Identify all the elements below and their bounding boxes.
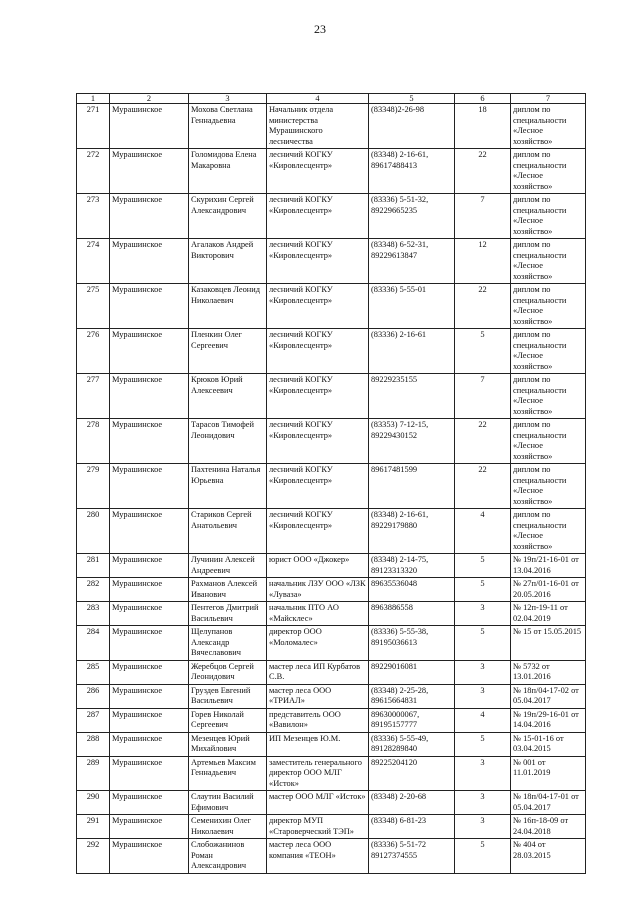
table-row — [77, 708, 586, 732]
district-cell: Мурашинское — [110, 329, 189, 374]
position-cell: мастер леса ИП Курбатов С.В. — [267, 660, 369, 684]
experience-cell: 3 — [455, 684, 511, 708]
position-cell: директор МУП «Староверческий ТЭП» — [267, 815, 369, 839]
document-cell: № 15 от 15.05.2015 — [511, 626, 586, 661]
name-cell: Агалаков Андрей Викторович — [189, 239, 267, 284]
experience-cell: 3 — [455, 660, 511, 684]
position-cell: юрист ООО «Джокер» — [267, 554, 369, 578]
experience-cell: 22 — [455, 149, 511, 194]
experience-cell: 18 — [455, 104, 511, 149]
experience-cell: 4 — [455, 509, 511, 554]
phone-cell: 89225204120 — [369, 756, 455, 791]
table-row — [77, 815, 586, 839]
column-header: 2 — [110, 94, 189, 104]
district-cell: Мурашинское — [110, 149, 189, 194]
experience-cell: 7 — [455, 194, 511, 239]
experience-cell: 3 — [455, 815, 511, 839]
position-cell: Начальник отдела министерства Мурашинского лесничества — [267, 104, 369, 149]
row-number: 281 — [77, 554, 110, 578]
phone-cell: 89229016081 — [369, 660, 455, 684]
table-row — [77, 239, 586, 284]
position-cell: лесничий КОГКУ «Кировлесцентр» — [267, 194, 369, 239]
name-cell: Щелупанов Александр Вячеславович — [189, 626, 267, 661]
table-row — [77, 839, 586, 874]
phone-cell: (83348) 2-20-68 — [369, 791, 455, 815]
name-cell: Стариков Сергей Анатольевич — [189, 509, 267, 554]
column-header: 3 — [189, 94, 267, 104]
phone-cell: (83348) 2-16-61, 89617488413 — [369, 149, 455, 194]
document-cell: № 18п/04-17-02 от 05.04.2017 — [511, 684, 586, 708]
table-row — [77, 660, 586, 684]
experience-cell: 3 — [455, 602, 511, 626]
phone-cell: (83336) 5-51-32, 89229665235 — [369, 194, 455, 239]
phone-cell: (83336) 2-16-61 — [369, 329, 455, 374]
name-cell: Пахтенина Наталья Юрьевна — [189, 464, 267, 509]
position-cell: ИП Мезенцев Ю.М. — [267, 732, 369, 756]
position-cell: лесничий КОГКУ «Кировлесцентр» — [267, 509, 369, 554]
district-cell: Мурашинское — [110, 708, 189, 732]
row-number: 289 — [77, 756, 110, 791]
name-cell: Мохова Светлана Геннадьевна — [189, 104, 267, 149]
phone-cell: 89617481599 — [369, 464, 455, 509]
experience-cell: 12 — [455, 239, 511, 284]
district-cell: Мурашинское — [110, 419, 189, 464]
position-cell: лесничий КОГКУ «Кировлесцентр» — [267, 149, 369, 194]
position-cell: лесничий КОГКУ «Кировлесцентр» — [267, 464, 369, 509]
row-number: 280 — [77, 509, 110, 554]
district-cell: Мурашинское — [110, 284, 189, 329]
table-row — [77, 791, 586, 815]
experience-cell: 3 — [455, 756, 511, 791]
name-cell: Рахманов Алексей Иванович — [189, 578, 267, 602]
page-number: 23 — [314, 22, 326, 36]
document-cell: № 404 от 28.03.2015 — [511, 839, 586, 874]
column-header: 6 — [455, 94, 511, 104]
document-cell: диплом по специальности «Лесное хозяйство» — [511, 464, 586, 509]
experience-cell: 7 — [455, 374, 511, 419]
table-row — [77, 419, 586, 464]
district-cell: Мурашинское — [110, 815, 189, 839]
table-row — [77, 104, 586, 149]
name-cell: Тарасов Тимофей Леонидович — [189, 419, 267, 464]
header-row — [77, 94, 586, 104]
district-cell: Мурашинское — [110, 464, 189, 509]
row-number: 292 — [77, 839, 110, 874]
phone-cell: (83336) 5-55-49, 89128289840 — [369, 732, 455, 756]
document-cell: диплом по специальности «Лесное хозяйство» — [511, 419, 586, 464]
name-cell: Казаковцев Леонид Николаевич — [189, 284, 267, 329]
row-number: 285 — [77, 660, 110, 684]
name-cell: Пленкин Олег Сергеевич — [189, 329, 267, 374]
position-cell: мастер леса ООО «ТРИАЛ» — [267, 684, 369, 708]
document-cell: № 16п-18-09 от 24.04.2018 — [511, 815, 586, 839]
table-row — [77, 374, 586, 419]
name-cell: Слобожанинов Роман Александрович — [189, 839, 267, 874]
row-number: 290 — [77, 791, 110, 815]
phone-cell: 89635536048 — [369, 578, 455, 602]
phone-cell: (83348) 2-16-61, 89229179880 — [369, 509, 455, 554]
document-cell: № 12п-19-11 от 02.04.2019 — [511, 602, 586, 626]
district-cell: Мурашинское — [110, 578, 189, 602]
document-cell: № 19п/29-16-01 от 14.04.2016 — [511, 708, 586, 732]
row-number: 276 — [77, 329, 110, 374]
district-cell: Мурашинское — [110, 839, 189, 874]
district-cell: Мурашинское — [110, 194, 189, 239]
document-cell: № 27п/01-16-01 от 20.05.2016 — [511, 578, 586, 602]
table-row — [77, 554, 586, 578]
position-cell: лесничий КОГКУ «Кировлесцентр» — [267, 329, 369, 374]
phone-cell: (83348) 2-25-28, 89615664831 — [369, 684, 455, 708]
district-cell: Мурашинское — [110, 626, 189, 661]
document-cell: диплом по специальности «Лесное хозяйство» — [511, 194, 586, 239]
table-row — [77, 626, 586, 661]
position-cell: мастер ООО МЛГ «Исток» — [267, 791, 369, 815]
row-number: 272 — [77, 149, 110, 194]
document-cell: диплом по специальности «Лесное хозяйство» — [511, 239, 586, 284]
table-row — [77, 329, 586, 374]
table-row — [77, 684, 586, 708]
phone-cell: 89229235155 — [369, 374, 455, 419]
table-row — [77, 732, 586, 756]
table-row — [77, 194, 586, 239]
table-row — [77, 509, 586, 554]
document-cell: диплом по специальности «Лесное хозяйство» — [511, 374, 586, 419]
column-header: 5 — [369, 94, 455, 104]
name-cell: Слаутин Василий Ефимович — [189, 791, 267, 815]
district-cell: Мурашинское — [110, 684, 189, 708]
registry-table — [76, 93, 586, 874]
table-row — [77, 284, 586, 329]
name-cell: Мезенцев Юрий Михайлович — [189, 732, 267, 756]
column-header: 1 — [77, 94, 110, 104]
district-cell: Мурашинское — [110, 374, 189, 419]
district-cell: Мурашинское — [110, 756, 189, 791]
position-cell: лесничий КОГКУ «Кировлесцентр» — [267, 419, 369, 464]
row-number: 287 — [77, 708, 110, 732]
table-row — [77, 756, 586, 791]
district-cell: Мурашинское — [110, 509, 189, 554]
district-cell: Мурашинское — [110, 239, 189, 284]
row-number: 278 — [77, 419, 110, 464]
document-cell: № 5732 от 13.01.2016 — [511, 660, 586, 684]
name-cell: Горев Николай Сергеевич — [189, 708, 267, 732]
position-cell: лесничий КОГКУ «Кировлесцентр» — [267, 374, 369, 419]
column-header: 7 — [511, 94, 586, 104]
experience-cell: 5 — [455, 554, 511, 578]
experience-cell: 4 — [455, 708, 511, 732]
name-cell: Лучинин Алексей Андреевич — [189, 554, 267, 578]
experience-cell: 5 — [455, 839, 511, 874]
position-cell: заместитель генерального директор ООО МЛГ «Исток» — [267, 756, 369, 791]
name-cell: Крюков Юрий Алексеевич — [189, 374, 267, 419]
name-cell: Груздев Евгений Васильевич — [189, 684, 267, 708]
table-row — [77, 149, 586, 194]
position-cell: лесничий КОГКУ «Кировлесцентр» — [267, 239, 369, 284]
column-header: 4 — [267, 94, 369, 104]
document-cell: диплом по специальности «Лесное хозяйство» — [511, 509, 586, 554]
document-cell: № 18п/04-17-01 от 05.04.2017 — [511, 791, 586, 815]
document-cell: № 19п/21-16-01 от 13.04.2016 — [511, 554, 586, 578]
row-number: 282 — [77, 578, 110, 602]
name-cell: Семенихин Олег Николаевич — [189, 815, 267, 839]
name-cell: Скурихин Сергей Александрович — [189, 194, 267, 239]
registry-body — [77, 104, 586, 874]
row-number: 288 — [77, 732, 110, 756]
name-cell: Пентегов Дмитрий Васильевич — [189, 602, 267, 626]
document-cell: диплом по специальности «Лесное хозяйство» — [511, 284, 586, 329]
name-cell: Жеребцов Сергей Леонидович — [189, 660, 267, 684]
experience-cell: 22 — [455, 464, 511, 509]
position-cell: директор ООО «Моломалес» — [267, 626, 369, 661]
phone-cell: 89630000067, 89195157777 — [369, 708, 455, 732]
experience-cell: 22 — [455, 284, 511, 329]
position-cell: представитель ООО «Вавилон» — [267, 708, 369, 732]
document-cell: диплом по специальности «Лесное хозяйство» — [511, 329, 586, 374]
row-number: 283 — [77, 602, 110, 626]
experience-cell: 5 — [455, 578, 511, 602]
experience-cell: 5 — [455, 626, 511, 661]
experience-cell: 3 — [455, 791, 511, 815]
table-row — [77, 578, 586, 602]
phone-cell: (83348) 2-14-75, 89123313320 — [369, 554, 455, 578]
row-number: 286 — [77, 684, 110, 708]
row-number: 273 — [77, 194, 110, 239]
row-number: 271 — [77, 104, 110, 149]
row-number: 284 — [77, 626, 110, 661]
district-cell: Мурашинское — [110, 791, 189, 815]
district-cell: Мурашинское — [110, 732, 189, 756]
district-cell: Мурашинское — [110, 602, 189, 626]
row-number: 275 — [77, 284, 110, 329]
district-cell: Мурашинское — [110, 554, 189, 578]
experience-cell: 5 — [455, 732, 511, 756]
name-cell: Голомидова Елена Макаровна — [189, 149, 267, 194]
phone-cell: (83336) 5-55-01 — [369, 284, 455, 329]
phone-cell: (83348) 6-81-23 — [369, 815, 455, 839]
phone-cell: (83336) 5-55-38, 89195036613 — [369, 626, 455, 661]
position-cell: лесничий КОГКУ «Кировлесцентр» — [267, 284, 369, 329]
row-number: 279 — [77, 464, 110, 509]
position-cell: начальник ЛЗУ ООО «ЛЗК «Луваза» — [267, 578, 369, 602]
name-cell: Артемьев Максим Геннадьевич — [189, 756, 267, 791]
position-cell: мастер леса ООО компания «ТЕОН» — [267, 839, 369, 874]
document-cell: диплом по специальности «Лесное хозяйство» — [511, 104, 586, 149]
document-cell: № 001 от 11.01.2019 — [511, 756, 586, 791]
row-number: 274 — [77, 239, 110, 284]
phone-cell: (83348)2-26-98 — [369, 104, 455, 149]
experience-cell: 5 — [455, 329, 511, 374]
document-cell: № 15-01-16 от 03.04.2015 — [511, 732, 586, 756]
district-cell: Мурашинское — [110, 660, 189, 684]
phone-cell: (83336) 5-51-72 89127374555 — [369, 839, 455, 874]
phone-cell: 8963886558 — [369, 602, 455, 626]
document-cell: диплом по специальности «Лесное хозяйство» — [511, 149, 586, 194]
row-number: 291 — [77, 815, 110, 839]
phone-cell: (83353) 7-12-15, 89229430152 — [369, 419, 455, 464]
position-cell: начальник ПТО АО «Майсклес» — [267, 602, 369, 626]
table-row — [77, 464, 586, 509]
experience-cell: 22 — [455, 419, 511, 464]
district-cell: Мурашинское — [110, 104, 189, 149]
phone-cell: (83348) 6-52-31, 89229613847 — [369, 239, 455, 284]
table-row — [77, 602, 586, 626]
row-number: 277 — [77, 374, 110, 419]
